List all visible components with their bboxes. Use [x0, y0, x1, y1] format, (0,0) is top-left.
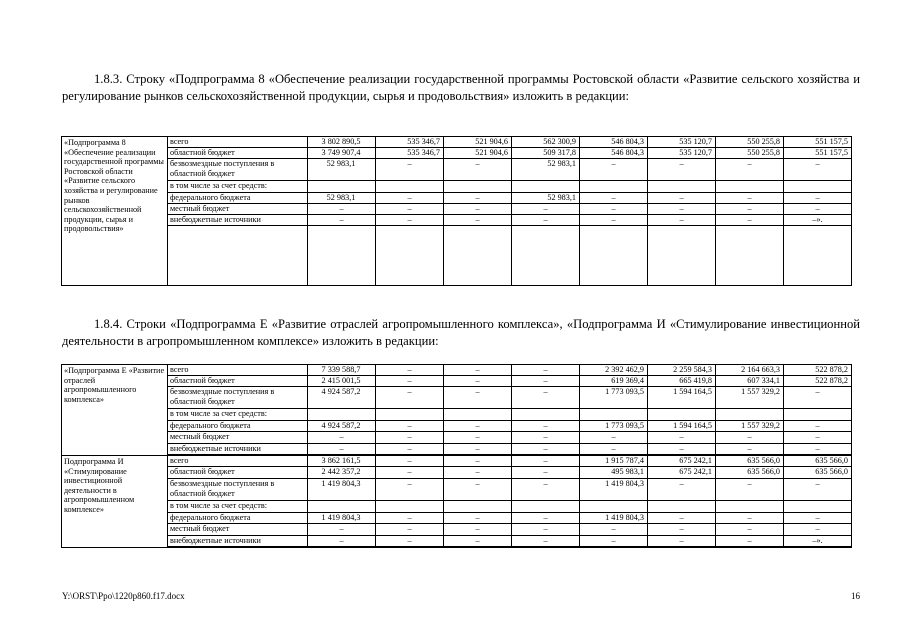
value-cell: 535 120,7: [648, 148, 716, 159]
value-cell: 1 594 164,5: [648, 387, 716, 409]
empty-cell: [168, 226, 308, 286]
funding-source-cell: внебюджетные источники: [168, 215, 308, 226]
empty-cell: [648, 547, 716, 548]
value-cell: –: [580, 215, 648, 226]
value-cell: 495 983,1: [580, 467, 648, 479]
value-cell: –: [444, 524, 512, 536]
value-cell: [444, 181, 512, 193]
value-cell: –: [580, 193, 648, 204]
value-cell: 3 862 161,5: [308, 456, 376, 467]
value-cell: –: [444, 536, 512, 547]
table-row: [62, 376, 852, 387]
value-cell: –: [580, 432, 648, 444]
value-cell: –: [716, 204, 784, 215]
value-cell: 52 983,1: [512, 193, 580, 204]
empty-cell: [308, 547, 376, 548]
value-cell: –: [512, 467, 580, 479]
value-cell: 3 749 907,4: [308, 148, 376, 159]
funding-source-cell: областной бюджет: [168, 148, 308, 159]
value-cell: –: [784, 159, 852, 181]
value-cell: –: [444, 387, 512, 409]
value-cell: 2 392 462,9: [580, 365, 648, 376]
funding-source-cell: областной бюджет: [168, 467, 308, 479]
value-cell: –: [512, 387, 580, 409]
filler-row: [62, 547, 852, 548]
empty-cell: [580, 226, 648, 286]
value-cell: –: [580, 159, 648, 181]
value-cell: –: [648, 479, 716, 501]
footer-file-path: Y:\ORST\Ppo\1220p860.f17.docx: [62, 591, 185, 601]
value-cell: 522 878,2: [784, 376, 852, 387]
funding-source-cell: областной бюджет: [168, 376, 308, 387]
empty-cell: [308, 226, 376, 286]
value-cell: 675 242,1: [648, 456, 716, 467]
value-cell: 635 566,0: [784, 467, 852, 479]
value-cell: –: [784, 421, 852, 432]
value-cell: –: [784, 432, 852, 444]
value-cell: 1 419 804,3: [580, 513, 648, 524]
table-row: [62, 365, 852, 376]
value-cell: –: [716, 432, 784, 444]
value-cell: [784, 181, 852, 193]
table-row: [62, 181, 852, 193]
value-cell: –: [376, 421, 444, 432]
value-cell: –: [648, 204, 716, 215]
table-row: [62, 456, 852, 467]
value-cell: –: [308, 444, 376, 455]
value-cell: –: [784, 204, 852, 215]
value-cell: [648, 181, 716, 193]
value-cell: 551 157,5: [784, 137, 852, 148]
table-row: [62, 479, 852, 501]
amendment-paragraph-1-8-3: 1.8.3. Строку «Подпрограмма 8 «Обеспечение реализации государственной программы Ростовской области «Развитие сельского хозяйства и регулирование рынков сельскохозяйственной продукции, сырья и продовольствия» изложить в редакции:: [62, 72, 860, 103]
value-cell: [512, 409, 580, 421]
value-cell: [376, 501, 444, 513]
value-cell: –: [376, 204, 444, 215]
empty-cell: [168, 547, 308, 548]
funding-source-cell: безвозмездные поступления в областной бюджет: [168, 387, 308, 409]
value-cell: [376, 409, 444, 421]
value-cell: 535 346,7: [376, 148, 444, 159]
funding-source-cell: в том числе за счет средств:: [168, 181, 308, 193]
table-row: [62, 524, 852, 536]
value-cell: –: [376, 432, 444, 444]
value-cell: 2 415 001,5: [308, 376, 376, 387]
table-row: [62, 215, 852, 226]
value-cell: –: [376, 159, 444, 181]
table-row: [62, 421, 852, 432]
value-cell: [580, 501, 648, 513]
funding-source-cell: безвозмездные поступления в областной бюджет: [168, 159, 308, 181]
value-cell: 1 557 329,2: [716, 421, 784, 432]
table-row: [62, 536, 852, 547]
table-row: [62, 148, 852, 159]
value-cell: –: [716, 444, 784, 455]
value-cell: [716, 181, 784, 193]
value-cell: 52 983,1: [512, 159, 580, 181]
amendment-paragraph-1-8-4: 1.8.4. Строки «Подпрограмма Е «Развитие отраслей агропромышленного комплекса», «Подпрограмма И «Стимулирование инвестиционной деятельности в агропромышленном комплексе» изложить в редакции:: [62, 317, 860, 348]
value-cell: –: [376, 193, 444, 204]
table-row: [62, 513, 852, 524]
value-cell: –: [444, 365, 512, 376]
value-cell: –: [648, 444, 716, 455]
table-row: [62, 204, 852, 215]
value-cell: 619 369,4: [580, 376, 648, 387]
value-cell: 4 924 587,2: [308, 421, 376, 432]
value-cell: 665 419,8: [648, 376, 716, 387]
value-cell: [308, 409, 376, 421]
page-number: 16: [851, 591, 860, 601]
value-cell: [716, 409, 784, 421]
value-cell: –: [784, 444, 852, 455]
value-cell: 535 120,7: [648, 137, 716, 148]
value-cell: –: [512, 365, 580, 376]
value-cell: –: [716, 159, 784, 181]
value-cell: –: [444, 467, 512, 479]
funding-source-cell: внебюджетные источники: [168, 444, 308, 455]
empty-cell: [716, 226, 784, 286]
value-cell: –: [444, 444, 512, 455]
value-cell: 1 557 329,2: [716, 387, 784, 409]
value-cell: –: [648, 215, 716, 226]
value-cell: –: [444, 204, 512, 215]
value-cell: –: [784, 479, 852, 501]
value-cell: –: [308, 524, 376, 536]
value-cell: –: [580, 524, 648, 536]
table-row: [62, 501, 852, 513]
value-cell: –: [784, 513, 852, 524]
table-row: [62, 159, 852, 181]
value-cell: –: [648, 513, 716, 524]
value-cell: [648, 501, 716, 513]
empty-cell: [376, 226, 444, 286]
value-cell: 1 915 787,4: [580, 456, 648, 467]
value-cell: [784, 501, 852, 513]
value-cell: –: [444, 456, 512, 467]
value-cell: –: [784, 193, 852, 204]
value-cell: –: [716, 479, 784, 501]
empty-cell: [512, 226, 580, 286]
value-cell: –: [444, 193, 512, 204]
value-cell: –: [512, 456, 580, 467]
funding-source-cell: всего: [168, 137, 308, 148]
value-cell: –: [444, 215, 512, 226]
value-cell: [444, 409, 512, 421]
value-cell: 551 157,5: [784, 148, 852, 159]
value-cell: –: [376, 467, 444, 479]
funding-source-cell: местный бюджет: [168, 432, 308, 444]
value-cell: –: [444, 376, 512, 387]
value-cell: –: [512, 215, 580, 226]
value-cell: –: [512, 432, 580, 444]
value-cell: –: [444, 513, 512, 524]
value-cell: –: [716, 524, 784, 536]
value-cell: –: [376, 215, 444, 226]
budget-table-subprogram-8: [61, 136, 852, 286]
empty-cell: [444, 547, 512, 548]
value-cell: –: [376, 479, 444, 501]
value-cell: 1 419 804,3: [580, 479, 648, 501]
funding-source-cell: в том числе за счет средств:: [168, 501, 308, 513]
empty-cell: [580, 547, 648, 548]
program-name-cell: «Подпрограмма 8 «Обеспечение реализации государственной программы Ростовской области «Развитие сельского хозяйства и регулирование рынков сельскохозяйственной продукции, сырья и продовольствия»: [62, 137, 168, 286]
value-cell: 546 804,3: [580, 137, 648, 148]
value-cell: –: [648, 159, 716, 181]
value-cell: –: [376, 513, 444, 524]
value-cell: –: [716, 193, 784, 204]
funding-source-cell: местный бюджет: [168, 524, 308, 536]
value-cell: [308, 181, 376, 193]
value-cell: –: [308, 204, 376, 215]
value-cell: 635 566,0: [784, 456, 852, 467]
value-cell: –: [376, 376, 444, 387]
value-cell: 675 242,1: [648, 467, 716, 479]
empty-cell: [512, 547, 580, 548]
value-cell: –: [648, 524, 716, 536]
value-cell: 7 339 588,7: [308, 365, 376, 376]
value-cell: –: [512, 376, 580, 387]
empty-cell: [376, 547, 444, 548]
value-cell: [784, 409, 852, 421]
value-cell: [376, 181, 444, 193]
value-cell: –: [308, 536, 376, 547]
value-cell: [580, 181, 648, 193]
value-cell: –: [512, 536, 580, 547]
value-cell: –: [444, 159, 512, 181]
table-row: [62, 387, 852, 409]
value-cell: 635 566,0: [716, 467, 784, 479]
value-cell: –: [716, 215, 784, 226]
value-cell: 2 164 663,3: [716, 365, 784, 376]
value-cell: 550 255,8: [716, 148, 784, 159]
value-cell: [716, 501, 784, 513]
program-name-cell: Подпрограмма И «Стимулирование инвестиционной деятельности в агропромышленном комплексе»: [62, 456, 168, 548]
value-cell: –: [512, 524, 580, 536]
table-row: [62, 432, 852, 444]
funding-source-cell: всего: [168, 456, 308, 467]
value-cell: [308, 501, 376, 513]
budget-table-subprograms-e-i: [61, 364, 852, 548]
value-cell: 509 317,8: [512, 148, 580, 159]
value-cell: 1 419 804,3: [308, 479, 376, 501]
value-cell: –: [376, 456, 444, 467]
value-cell: –: [376, 524, 444, 536]
value-cell: [512, 501, 580, 513]
value-cell: –: [512, 444, 580, 455]
value-cell: –: [580, 444, 648, 455]
value-cell: –: [512, 204, 580, 215]
funding-source-cell: всего: [168, 365, 308, 376]
value-cell: –: [444, 421, 512, 432]
value-cell: 1 594 164,5: [648, 421, 716, 432]
funding-source-cell: федерального бюджета: [168, 421, 308, 432]
value-cell: –: [308, 215, 376, 226]
value-cell: 546 804,3: [580, 148, 648, 159]
value-cell: –: [784, 387, 852, 409]
funding-source-cell: федерального бюджета: [168, 193, 308, 204]
funding-source-cell: федерального бюджета: [168, 513, 308, 524]
funding-source-cell: внебюджетные источники: [168, 536, 308, 547]
value-cell: 562 300,9: [512, 137, 580, 148]
value-cell: –: [512, 479, 580, 501]
value-cell: –: [376, 387, 444, 409]
value-cell: –: [580, 204, 648, 215]
filler-row: [62, 226, 852, 286]
program-name-cell: «Подпрограмма Е «Развитие отраслей агропромышленного комплекса»: [62, 365, 168, 456]
funding-source-cell: безвозмездные поступления в областной бюджет: [168, 479, 308, 501]
value-cell: –: [580, 536, 648, 547]
value-cell: 522 878,2: [784, 365, 852, 376]
value-cell: –: [716, 513, 784, 524]
value-cell: [512, 181, 580, 193]
funding-source-cell: в том числе за счет средств:: [168, 409, 308, 421]
value-cell: 521 904,6: [444, 148, 512, 159]
value-cell: [444, 501, 512, 513]
value-cell: –: [648, 193, 716, 204]
empty-cell: [784, 547, 852, 548]
table-row: [62, 444, 852, 455]
value-cell: 607 334,1: [716, 376, 784, 387]
table-row: [62, 409, 852, 421]
value-cell: –».: [784, 536, 852, 547]
funding-source-cell: местный бюджет: [168, 204, 308, 215]
value-cell: –: [376, 536, 444, 547]
value-cell: 535 346,7: [376, 137, 444, 148]
value-cell: [648, 409, 716, 421]
value-cell: –: [444, 479, 512, 501]
value-cell: 550 255,8: [716, 137, 784, 148]
table-row: [62, 137, 852, 148]
value-cell: 1 773 093,5: [580, 387, 648, 409]
value-cell: 3 802 890,5: [308, 137, 376, 148]
empty-cell: [648, 226, 716, 286]
value-cell: –: [376, 444, 444, 455]
value-cell: 4 924 587,2: [308, 387, 376, 409]
value-cell: –: [512, 513, 580, 524]
value-cell: –: [308, 432, 376, 444]
table-row: [62, 193, 852, 204]
value-cell: 2 259 584,3: [648, 365, 716, 376]
value-cell: 635 566,0: [716, 456, 784, 467]
empty-cell: [784, 226, 852, 286]
value-cell: 521 904,6: [444, 137, 512, 148]
value-cell: –: [512, 421, 580, 432]
value-cell: –: [376, 365, 444, 376]
empty-cell: [444, 226, 512, 286]
value-cell: –: [784, 524, 852, 536]
value-cell: 1 419 804,3: [308, 513, 376, 524]
value-cell: –».: [784, 215, 852, 226]
value-cell: –: [444, 432, 512, 444]
value-cell: 52 983,1: [308, 193, 376, 204]
value-cell: 1 773 093,5: [580, 421, 648, 432]
value-cell: –: [648, 536, 716, 547]
value-cell: –: [648, 432, 716, 444]
value-cell: 52 983,1: [308, 159, 376, 181]
empty-cell: [716, 547, 784, 548]
value-cell: –: [716, 536, 784, 547]
table-row: [62, 467, 852, 479]
value-cell: 2 442 357,2: [308, 467, 376, 479]
value-cell: [580, 409, 648, 421]
